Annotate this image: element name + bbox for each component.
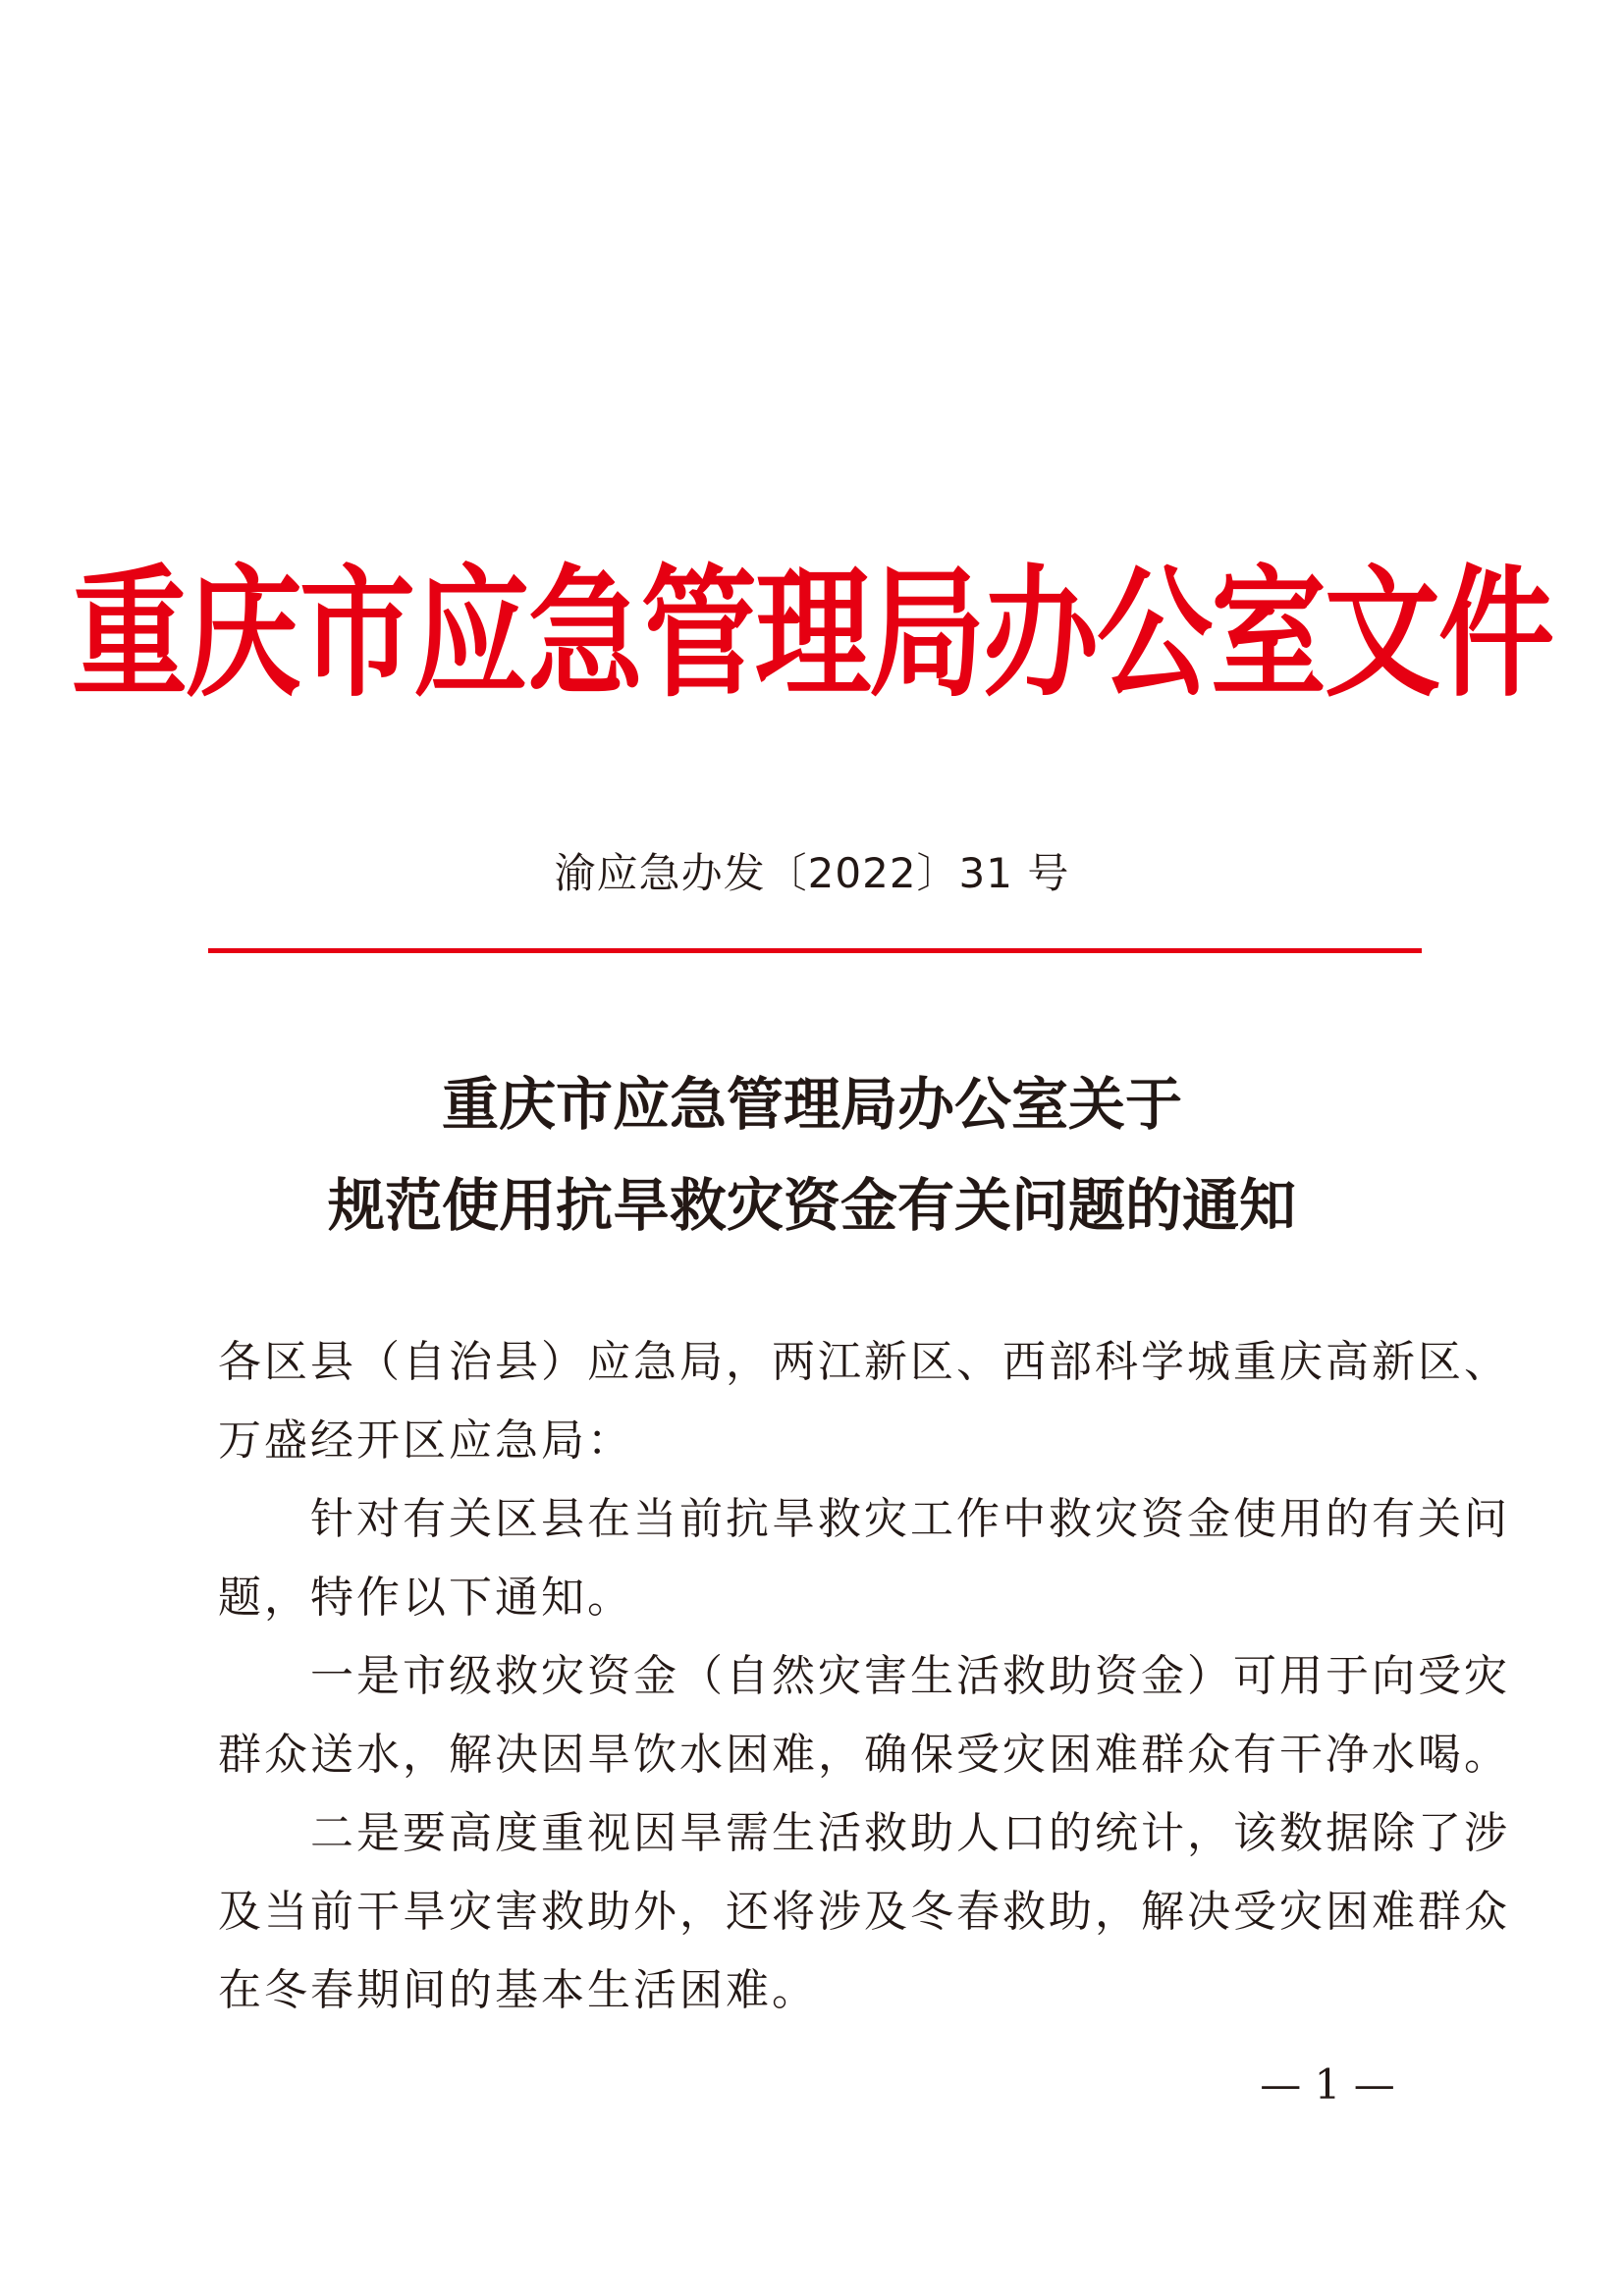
masthead-title: 重庆市应急管理局办公室文件 [71, 550, 1552, 717]
body-line: 二是要高度重视因旱需生活救助人口的统计，该数据除了涉 [218, 1808, 1510, 1858]
body-line: 一是市级救灾资金（自然灾害生活救助资金）可用于向受灾 [218, 1651, 1510, 1701]
body-line: 群众送水，解决因旱饮水困难，确保受灾困难群众有干净水喝。 [218, 1730, 1510, 1780]
page-number: — 1 — [1260, 2060, 1395, 2109]
notice-title-line-1: 重庆市应急管理局办公室关于 [441, 1071, 1182, 1138]
body-line: 题，特作以下通知。 [218, 1573, 633, 1623]
body-line: 针对有关区县在当前抗旱救灾工作中救灾资金使用的有关问 [218, 1494, 1510, 1544]
body-line: 在冬春期间的基本生活困难。 [218, 1965, 818, 2015]
document-number: 渝应急办发〔2022〕31 号 [554, 849, 1070, 897]
body-line: 万盛经开区应急局： [218, 1415, 633, 1466]
notice-title-line-2: 规范使用抗旱救灾资金有关问题的通知 [327, 1172, 1296, 1239]
red-separator-line [208, 948, 1422, 953]
body-line: 及当前干旱灾害救助外，还将涉及冬春救助，解决受灾困难群众 [218, 1887, 1510, 1937]
body-line: 各区县（自治县）应急局，两江新区、西部科学城重庆高新区、 [218, 1337, 1510, 1387]
